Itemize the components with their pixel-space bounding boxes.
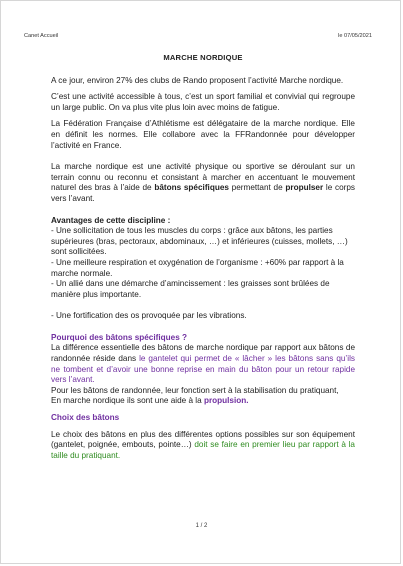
header-date: le 07/05/2021	[338, 33, 372, 39]
paragraph-intro: A ce jour, environ 27% des clubs de Rando proposent l’activité Marche nordique.	[51, 75, 344, 85]
choice-heading: Choix des bâtons	[51, 413, 120, 423]
header-left: Canet Accueil	[24, 33, 59, 39]
advantage-item-4: - Une fortification des os provoquée par les vibrations.	[51, 311, 247, 321]
why-text-gantelet: le gantelet qui permet de « lâcher » les bâtons sans qu’ils ne tombent et d’avoir une bonne reprise en main du bâton pour un retour rapide vers l’avant.	[51, 354, 355, 385]
page-title: MARCHE NORDIQUE	[163, 53, 243, 62]
definition-text-c: permettant de	[228, 183, 286, 193]
advantage-item-1: - Une sollicitation de tous les muscles du corps : grâce aux bâtons, les parties supérieures (bras, pectoraux, abdominaux, …) et inférieures (cuisses, mollets, …) sont sollicitées.	[51, 226, 348, 257]
choice-paragraph	[51, 430, 355, 462]
advantages-heading: Avantages de cette discipline :	[51, 215, 171, 225]
advantage-item-3: - Un allié dans une démarche d’amincissement : les graisses sont brûlées de manière plus importante.	[51, 279, 330, 299]
paragraph-federation: La Fédération Française d’Athlétisme est délégataire de la marche nordique. Elle en définit les normes. Elle collabore avec la FFRandonnée pour développer l’activité en France.	[51, 119, 355, 150]
page-number: 1 / 2	[195, 523, 208, 529]
why-paragraph-2: Pour les bâtons de randonnée, leur fonction sert à la stabilisation du pratiquant,	[51, 385, 339, 395]
why-paragraph-3	[51, 396, 355, 407]
why-text-a: La différence essentielle des bâtons de marche nordique par rapport aux bâtons de randonnée réside dans	[51, 343, 355, 364]
paragraph-definition	[51, 162, 355, 204]
choice-text-taille: doit se faire en premier lieu par rapport à la taille du pratiquant.	[51, 440, 355, 460]
definition-text-e: le corps vers l’avant.	[51, 183, 355, 203]
why-paragraph-1	[51, 343, 355, 385]
definition-bold-batons: bâtons spécifiques	[154, 183, 229, 193]
paragraph-accessible: C’est une activité accessible à tous, c’est un sport familial et convivial qui regroupe un large public. On va plus vite plus loin avec moins de fatigue.	[51, 92, 355, 112]
choice-text-a: Le choix des bâtons en plus des différentes options possibles sur son équipement (gantelet, poignée, embouts, pointe…)	[51, 429, 355, 450]
definition-text-a: La marche nordique est une activité physique ou sportive se déroulant sur un terrain connu ou reconnu et consistant à marcher en accentuant le mouvement naturel des bras à l’aide de	[51, 162, 355, 193]
document-body	[51, 53, 355, 461]
why-heading: Pourquoi des bâtons spécifiques ?	[51, 332, 188, 342]
definition-bold-propulser: propulser	[285, 183, 324, 193]
advantage-item-2: - Une meilleure respiration et oxygénation de l’organisme : +60% par rapport à la marche normale.	[51, 257, 344, 278]
why-text-c: En marche nordique ils sont une aide à la	[51, 396, 204, 406]
why-text-propulsion: propulsion.	[203, 396, 249, 406]
